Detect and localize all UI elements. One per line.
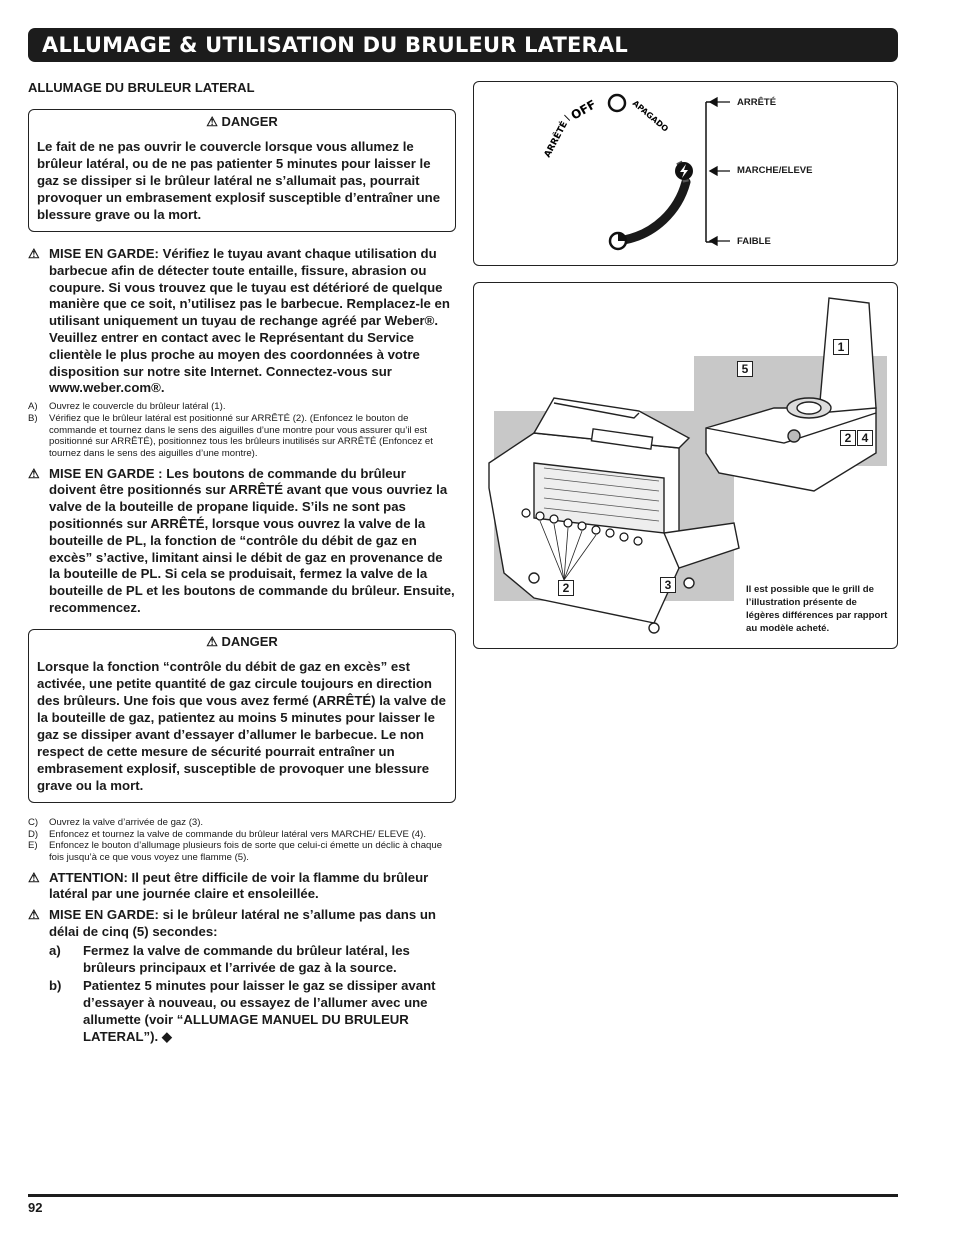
danger-box-1: [28, 109, 456, 232]
warning-control-knobs: [28, 466, 456, 617]
warning-text: MISE EN GARDE: Vérifiez le tuyau avant chaque utilisation du barbecue afin de détecter toute entaille, fissure, abrasion ou coupure. Si vous trouvez que le tuyau est détérioré de quelque manière que ce soit, n’utilisez pas le barbecue. Remplacez-le en utilisant uniquement un tuyau de rechange agréé par Weber®. Veuillez entrer en contact avec le Représentant du Service clientèle le plus proche au moyen des coordonnées à votre disposition sur notre site Internet. Connectez-vous sur www.weber.com®.: [49, 246, 450, 396]
off-indicator-icon: [609, 95, 625, 111]
callout-2-side: 2: [840, 430, 856, 446]
step-d: [28, 829, 456, 841]
illustration-note: Il est possible que le grill de l’illustration présente de légères différences par rapport au modèle acheté.: [746, 584, 888, 634]
step-text: Enfoncez le bouton d’allumage plusieurs fois de sorte que celui-ci émette un déclic à chaque fois jusqu’à ce que vous voyez une flamme (5).: [49, 840, 443, 863]
danger-box-2: [28, 629, 456, 803]
steps-a-b: [28, 401, 456, 460]
label-faible: FAIBLE: [737, 236, 771, 247]
step-b: [28, 413, 456, 460]
step-text: Enfoncez et tournez la valve de commande du brûleur latéral vers MARCHE/ ELEVE (4).: [49, 828, 426, 840]
dial-off-text: OFF: [568, 97, 599, 123]
warning-no-ignite: [28, 907, 456, 941]
danger-text: Lorsque la fonction “contrôle du débit de gaz en excès” est activée, une petite quantité de gaz circule toujours en direction des brûleurs. Une fois que vous avez fermé (ARRÊTÉ) la valve de la bouteille de gaz, patientez au moins 5 minutes pour laisser le gaz se dissiper avant d’essayer d’allumer le barbecue. Le non respect de cette mesure de sécurité pourrait entraîner un embrasement explosif, susceptible de provoquer une blessure grave ou la mort.: [37, 658, 446, 793]
warning-icon: ⚠: [28, 465, 40, 481]
footer-rule: [28, 1194, 898, 1197]
step-letter: A): [28, 401, 38, 413]
page-title: ALLUMAGE & UTILISATION DU BRULEUR LATERAL: [42, 33, 628, 57]
substep-text: Fermez la valve de commande du brûleur latéral, les brûleurs principaux et l’arrivée de gaz à la source.: [83, 942, 410, 975]
knob-dial-illustration: [474, 82, 897, 265]
steps-c-e: [28, 817, 456, 864]
step-a: [28, 401, 456, 413]
substep-a: [49, 943, 456, 977]
warning-icon: ⚠: [28, 907, 40, 923]
substep-letter: a): [49, 942, 61, 958]
step-text: Vérifiez que le brûleur latéral est positionné sur ARRÊTÉ (2). (Enfoncez le bouton de commande et tournez dans le sens des aiguilles d’une montre pour vous assurer qu’il est positionné sur ARRÊTÉ), positionnez tous les brûleurs inutilisés sur ARRÊTÉ (Enfoncez et tournez dans le sens des aiguilles d’une montre).: [49, 412, 433, 459]
substep-b: [49, 978, 456, 1045]
danger-heading: ⚠ DANGER: [206, 633, 278, 649]
danger-text: Le fait de ne pas ouvrir le couvercle lorsque vous allumez le brûleur latéral, ou de ne pas patienter 5 minutes pour laisser le gaz se dissiper si le brûleur latéral ne s’allumait pas, pourrait provoquer un embrasement explosif susceptible d’entraîner une blessure grave ou la mort.: [37, 139, 441, 222]
dial-arrete-text: ARRÊTÉ /: [542, 114, 574, 160]
warning-hose-check: [28, 246, 456, 397]
substep-text: Patientez 5 minutes pour laisser le gaz se dissiper avant d’essayer à nouveau, ou essayez de l’allumer avec une allumette (voir “ALLUMAGE MANUEL DU BRULEUR LATERAL”). ◆: [83, 978, 436, 1044]
warning-icon: ⚠: [28, 869, 40, 885]
label-marche-eleve: MARCHE/ELEVE: [737, 165, 813, 176]
step-text: Ouvrez le couvercle du brûleur latéral (1).: [49, 401, 226, 413]
label-arrete: ARRÊTÉ: [737, 97, 777, 108]
step-text: Ouvrez la valve d’arrivée de gaz (3).: [49, 816, 204, 828]
step-letter: D): [28, 828, 39, 840]
pointer-arrows: [710, 98, 730, 245]
callout-5: 5: [737, 361, 753, 377]
warning-substeps: [49, 943, 456, 1046]
warning-text: MISE EN GARDE: si le brûleur latéral ne s’allume pas dans un délai de cinq (5) secondes:: [49, 907, 436, 940]
low-quarter-icon: [618, 233, 626, 241]
warning-icon: ⚠: [28, 246, 40, 261]
step-e: [28, 840, 456, 863]
page-number: 92: [28, 1200, 43, 1215]
section-title: ALLUMAGE DU BRULEUR LATERAL: [28, 80, 255, 95]
step-letter: E): [28, 840, 38, 852]
danger-heading: ⚠ DANGER: [206, 114, 278, 129]
step-letter: B): [28, 412, 38, 424]
dial-arc: [624, 182, 686, 240]
callout-2-knobs: 2: [558, 580, 574, 596]
substep-letter: b): [49, 978, 62, 994]
callout-1: 1: [833, 339, 849, 355]
attention-text: ATTENTION: Il peut être difficile de voir la flamme du brûleur latéral par une journée claire et ensoleillée.: [49, 869, 429, 902]
instructions-column: [28, 78, 456, 1048]
warning-text: MISE EN GARDE : Les boutons de commande du brûleur doivent être positionnés sur ARRÊTÉ avant que vous ouvriez la valve de la bouteille de propane liquide. S’ils ne sont pas positionnés sur ARRÊTÉ, lorsque vous ouvrez la valve de la bouteille de PL, la fonction de “contrôle du débit de gaz en excès” s’active, limitant ainsi le débit de gaz en provenance de la bouteille de PL. Si cela se produisait, fermez la valve de la bouteille de PL et les boutons de commande du brûleur. Ensuite, recommencez.: [49, 465, 455, 616]
callout-3: 3: [660, 577, 676, 593]
step-c: [28, 817, 456, 829]
knob-figure: [473, 81, 898, 266]
grill-figure: [473, 282, 898, 649]
page-header-bar: [28, 28, 898, 62]
attention-flame: [28, 870, 456, 904]
step-letter: C): [28, 816, 39, 828]
dial-apagado-text: APAGADO: [630, 98, 670, 134]
callout-4: 4: [857, 430, 873, 446]
